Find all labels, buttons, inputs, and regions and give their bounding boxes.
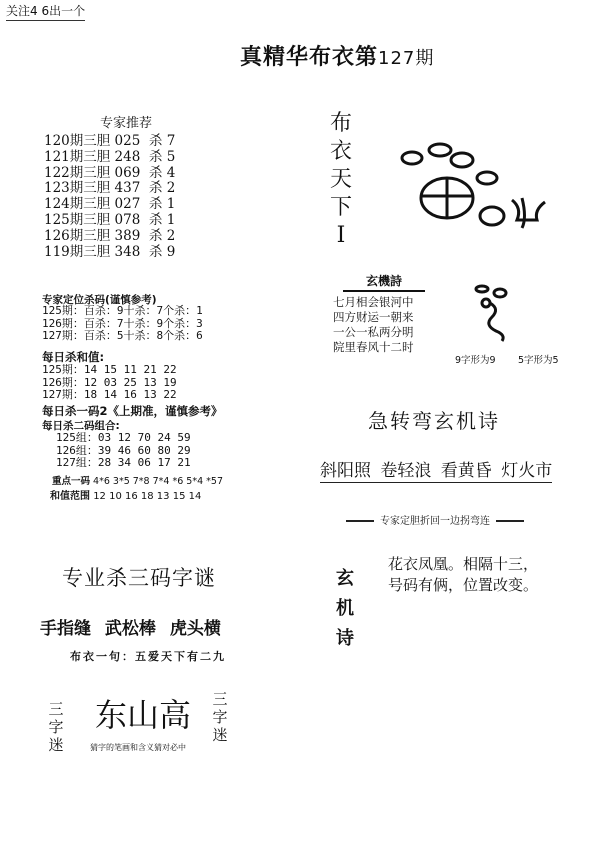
expert-position-heading: 专家定位杀码(谨慎参考) [42, 294, 157, 306]
vert-char: 迷 [48, 736, 64, 754]
dash-left [346, 520, 374, 522]
vert-char: 字 [48, 718, 64, 736]
expert-position-rows [42, 305, 203, 343]
huayi-line: 号码有俩，位置改变。 [388, 576, 539, 594]
buyi-picture-puzzle [392, 138, 552, 238]
gall-row: 121期三胆 248 杀 5 [44, 148, 176, 165]
three-char-riddle-left [46, 700, 66, 754]
gall-row: 125期三胆 078 杀 1 [44, 211, 176, 228]
issue-number: 127期 [378, 48, 435, 69]
daily-row: 126期：12 03 25 13 19 [42, 375, 177, 389]
daily-sum-heading: 每日杀和值: [42, 350, 105, 364]
vert-char: 机 [336, 598, 354, 619]
riddle-note: 猜字的笔画和含义猜对必中 [90, 743, 186, 752]
poem-line: 院里春风十二时 [333, 340, 414, 354]
daily-two-code-heading: 每日杀二码组合: [42, 420, 120, 432]
buyi-tianxia-vertical [326, 110, 356, 250]
vert-char: I [336, 223, 346, 248]
title-text: 真精华布衣第 [240, 45, 379, 70]
gall-row: 126期三胆 389 杀 2 [44, 227, 176, 244]
two-code-row: 125组：03 12 70 24 59 [56, 431, 191, 444]
vert-char: 玄 [336, 568, 354, 589]
poem-line: 七月相会银河中 [333, 295, 414, 309]
gall-row: 124期三胆 027 杀 1 [44, 196, 176, 213]
sum-label: 和值范围 [50, 491, 90, 502]
riddle-words: 手指缝 武松棒 虎头横 [40, 619, 221, 639]
shape-nine-label: 9字形为9 [455, 355, 496, 366]
expert-row: 127期：百杀：5十杀：8个杀：6 [42, 329, 203, 342]
sum-range-line [50, 487, 201, 502]
vert-char: 迷 [212, 726, 228, 744]
gall-row: 119期三胆 348 杀 9 [44, 243, 176, 260]
expert-gall-note [340, 512, 530, 527]
buyi-sentence: 布衣一句：五爱天下有二九 [70, 650, 226, 663]
page-title [240, 40, 434, 71]
gall-row: 123期三胆 437 杀 2 [44, 180, 176, 197]
daily-row: 127期：18 14 16 13 22 [42, 388, 177, 401]
huayi-line: 花衣凤凰。相隔十三， [388, 555, 539, 573]
huayi-poem [388, 554, 538, 596]
daily-row: 125期：14 15 11 21 22 [42, 363, 177, 376]
three-char-riddle-right [210, 690, 230, 744]
brain-teaser-phrases: 斜阳照 卷轻浪 看黄昏 灯火市 [320, 456, 552, 483]
daily-one-code: 每日杀一码2《上期准，谨慎参考》 [42, 404, 223, 418]
expert-row: 126期：百杀：7十杀：9个杀：3 [42, 316, 203, 330]
vert-char: 衣 [329, 139, 352, 164]
shape-five-label: 5字形为5 [518, 355, 559, 366]
vert-char: 字 [212, 708, 228, 726]
xuanji-vertical [334, 564, 356, 654]
brain-teaser-title: 急转弯玄机诗 [368, 409, 500, 433]
gall-row: 122期三胆 069 杀 4 [44, 164, 176, 181]
focus-values: 4*6 3*5 7*8 7*4 *6 5*4 *57 [93, 476, 223, 487]
vert-char: 天 [329, 167, 352, 192]
vert-char: 下 [329, 195, 352, 220]
xuanji-heading: 玄機詩 [343, 272, 425, 292]
two-code-row: 126组：39 46 60 80 29 [56, 443, 191, 457]
vert-char: 三 [48, 700, 64, 718]
vert-char: 三 [212, 690, 228, 708]
kill-three-title: 专业杀三码字谜 [62, 566, 216, 590]
sum-values: 12 10 16 18 13 15 14 [93, 491, 202, 502]
daily-sum-rows [42, 364, 177, 402]
focus-label: 重点一码 [52, 476, 91, 487]
dash-right [496, 520, 524, 522]
poem-line: 一公一私两分明 [333, 325, 414, 339]
three-gall-list [44, 134, 175, 260]
vert-char: 诗 [336, 628, 354, 649]
focus-code-line [52, 473, 223, 487]
expert-note-text: 专家定胆折回一边拐弯连 [380, 516, 490, 527]
vert-char: 布 [329, 111, 352, 136]
top-note: 关注4 6出一个 [6, 2, 85, 21]
expert-recommend-heading: 专家推荐 [100, 116, 153, 131]
number-shape-picture [470, 283, 530, 343]
riddle-characters: 东山高 [95, 696, 192, 734]
gall-row: 120期三胆 025 杀 7 [44, 133, 176, 149]
two-code-rows [56, 432, 191, 470]
two-code-row: 127组：28 34 06 17 21 [56, 456, 191, 469]
xuanji-poem-box [333, 272, 435, 355]
poem-line: 四方财运一朝来 [333, 310, 414, 324]
expert-row: 125期：百杀：9十杀：7个杀：1 [42, 304, 203, 317]
